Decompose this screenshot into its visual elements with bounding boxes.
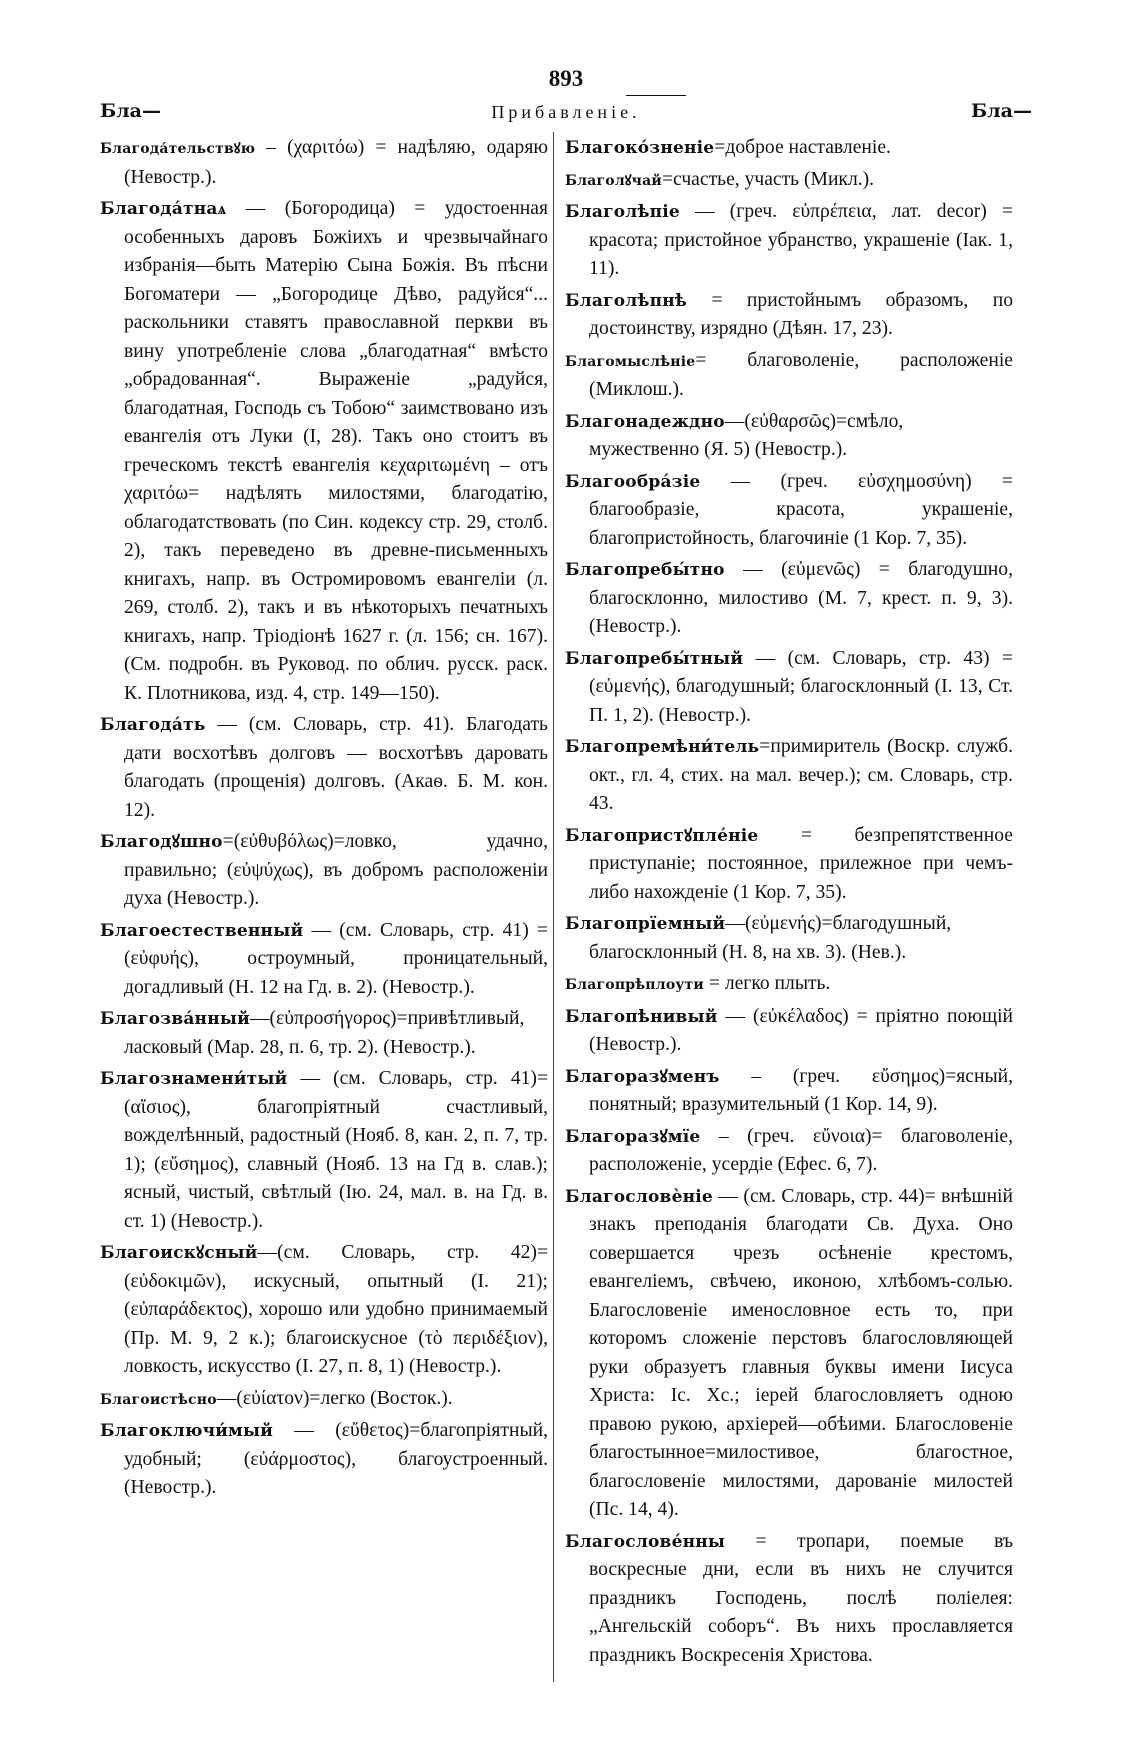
running-head-right: Бла—	[971, 100, 1032, 122]
entry-text: —(εὐμενής)=благодушный, благосклонный (Н. 8, на хв. 3). (Нев.).	[589, 913, 952, 963]
entry-text: =(εὐθυβόλως)=ловко, удачно, правильно; (εὐψύχως), въ добромъ расположеніи духа (Невостр.).	[124, 831, 548, 909]
entry-text: =доброе наставленіе.	[714, 137, 891, 158]
entry-headword: Благолѣпнѣ	[565, 290, 688, 311]
right-column	[565, 134, 1013, 1673]
dictionary-entry	[100, 1417, 548, 1503]
dictionary-entry	[565, 910, 1013, 967]
entry-text: =примиритель (Воскр. служб. окт., гл. 4, стих. на мал. вечер.); см. Словарь, стр. 43.	[589, 736, 1013, 814]
entry-headword: Благопрѣплоути	[565, 977, 704, 993]
entry-text: — (см. Словарь, стр. 43) = (εὐμενής), благодушный; благосклонный (І. 13, Ст. П. 1, 2). (Невостр.).	[589, 647, 1013, 726]
entry-text: = пристойнымъ образомъ, по достоинству, изрядно (Дѣян. 17, 23).	[589, 289, 1013, 339]
entry-headword: Благоключи́мый	[100, 1421, 274, 1441]
entry-headword: Благопрїемный	[565, 914, 726, 934]
entry-text: = тропари, поемые въ воскресные дни, если въ нихъ не случится праздникъ Господень, послѣ поліелея: „Ангельскій соборъ“. Въ нихъ прославляется праздникъ Воскресенія Христова.	[589, 1530, 1013, 1666]
entry-headword: Благозва́нный	[100, 1009, 250, 1029]
dictionary-entry	[565, 1123, 1013, 1180]
entry-text: — (см. Словарь, стр. 41)=(αἴσιος), благопріятный счастливый, вожделѣнный, радостный (Нояб. 8, кан. 2, п. 7, тр. 1); (εὔσημος), славный (Нояб. 13 на Гд в. слав.); ясный, чистый, свѣтлый (Ію. 24, мал. в. на Гд. в. ст. 1) (Невостр.).	[124, 1068, 548, 1232]
entry-text: — (см. Словарь, стр. 44)= внѣшній знакъ преподанія благодати Св. Духа. Оно совершается чрезъ осѣненіе крестомъ, евангеліемъ, свѣчею, иконою, хлѣбомъ-солью. Благословеніе именословное есть то, при которомъ сложеніе перстовъ благословляющей руки образуетъ главныя буквы имени Іисуса Христа: Іс. Хс.; іерей благословляетъ одною правою рукою, архіерей—обѣими. Благословеніе благостынное=милостивое, благостное, благословеніе милостями, дарованіе милостей (Пс. 14, 4).	[589, 1185, 1013, 1520]
entry-headword: Благоразꙋмїе	[565, 1126, 701, 1147]
entry-headword: Благословѐніе	[565, 1186, 713, 1207]
dictionary-entry	[100, 711, 548, 825]
entry-text: — (греч. εὐσχημοσύνη) = благообразіе, красота, украшеніе, благопристойность, благочиніе (1 Кор. 7, 35).	[589, 470, 1013, 549]
dictionary-entry	[100, 1239, 548, 1382]
entry-text: — (Богородица) = удостоенная особенныхъ даровъ Божіихъ и чрезвычайнаго избранія—быть Матерію Сына Божія. Въ пѣсни Богоматери — „Богородице Дѣво, радуйся“... раскольники ставятъ православной перкви въ вину употребленіе слова „благодатная“ вмѣсто „обрадованная“. Выраженіе „радуйся, благодатная, Господь съ Тобою“ заимствовано изъ евангелія отъ Луки (I, 28). Такъ оно стоитъ въ греческомъ текстѣ евангелія κεχαριτωμένη – отъ χαριτόω= надѣлять милостями, благодатію, облагодатствовать (по Син. кодексу стр. 29, столб. 2), такъ переведено въ древне-письменныхъ книгахъ, напр. въ Остромировомъ евангеліи (л. 269, столб. 2), такъ и въ нѣкоторыхъ печатныхъ книгахъ, напр. Тріодіонѣ 1627 г. (л. 156; сн. 167). (См. подробн. въ Руковод. по облич. русск. раск. К. Плотникова, изд. 4, стр. 149—150).	[124, 198, 548, 704]
running-head-center: Прибавленіе.	[491, 102, 641, 122]
entry-headword: Благодꙋшно	[100, 832, 223, 852]
entry-headword: Благолꙋчай	[565, 172, 662, 189]
entry-text: — (см. Словарь, стр. 41) = (εὐφυής), остроумный, проницательный, догадливый (Н. 12 на Гд. в. 2). (Невостр.).	[124, 919, 548, 998]
dictionary-entry	[565, 198, 1013, 284]
entry-headword: Благоистѣсно	[100, 1391, 217, 1408]
dictionary-entry	[565, 134, 1013, 163]
left-column	[100, 134, 548, 1506]
dictionary-entry	[565, 1003, 1013, 1060]
dictionary-entry	[565, 347, 1013, 405]
column-divider	[553, 132, 554, 1682]
entry-text: – (греч. εὔσημος)=ясный, понятный; вразумительный (1 Кор. 14, 9).	[589, 1065, 1013, 1115]
entry-text: —(εὐίατον)=легко (Восток.).	[216, 1387, 453, 1409]
entry-headword: Благода́тнаѧ	[100, 199, 227, 219]
entry-headword: Благознамени́тый	[100, 1069, 288, 1089]
dictionary-entry	[565, 408, 1013, 465]
dictionary-entry	[565, 287, 1013, 344]
dictionary-entry	[565, 645, 1013, 731]
entry-text: = благоволеніе, расположеніе (Миклош.).	[589, 349, 1013, 400]
entry-text: – (χαριτόω) = надѣляю, одаряю (Невостр.).	[124, 137, 548, 188]
page-number: 893	[548, 66, 584, 91]
dictionary-entry	[100, 134, 548, 192]
dictionary-entry	[565, 733, 1013, 819]
dictionary-entry	[565, 468, 1013, 554]
entry-headword: Благонадеждно	[565, 411, 725, 432]
entry-text: = легко плыть.	[703, 973, 831, 994]
entry-headword: Благослове́нны	[565, 1531, 726, 1552]
entry-headword: Благода́тельствꙋю	[100, 141, 256, 157]
dictionary-entry	[100, 1385, 548, 1415]
entry-headword: Благопремѣни́тель	[565, 737, 760, 757]
dictionary-entry	[565, 1183, 1013, 1525]
entry-headword: Благолѣпіе	[565, 202, 680, 222]
entry-headword: Благоразꙋменъ	[565, 1066, 720, 1087]
entry-headword: Благода́ть	[100, 715, 206, 735]
entry-headword: Благоискꙋсный	[100, 1243, 258, 1263]
dictionary-entry	[100, 828, 548, 914]
entry-text: — (εὔθετος)=благопріятный, удобный; (εὐάρμοστος), благоустроенный. (Невостр.).	[124, 1420, 548, 1498]
entry-headword: Благопребы́тный	[565, 648, 744, 669]
entry-text: — (εὐκέλαδος) = пріятно поющій (Невостр.).	[589, 1005, 1013, 1055]
entry-headword: Благоестественный	[100, 920, 304, 941]
page-header	[100, 66, 1032, 126]
entry-headword: Благоко́зненіе	[565, 138, 715, 158]
dictionary-entry	[565, 1063, 1013, 1120]
entry-text: —(εὐπροσήγορος)=привѣтливый, ласковый (Мар. 28, п. 6, тр. 2). (Невостр.).	[124, 1008, 525, 1058]
page-number-rule	[626, 95, 686, 96]
dictionary-entry	[565, 970, 1013, 1000]
dictionary-entry	[100, 917, 548, 1003]
dictionary-entry	[565, 166, 1013, 196]
running-head-left: Бла—	[100, 100, 161, 122]
entry-text: =счастье, участь (Микл.).	[661, 168, 875, 190]
entry-headword: Благомыслѣніе	[565, 353, 696, 370]
dictionary-entry	[100, 1005, 548, 1062]
entry-text: — (см. Словарь, стр. 41). Благодать дати восхотѣвъ долговъ — восхотѣвъ даровать благодать (прощенія) долговъ. (Акаѳ. Б. М. кон. 12).	[124, 714, 548, 821]
entry-headword: Благопристꙋпле́ніе	[565, 825, 759, 846]
entry-headword: Благопѣнивый	[565, 1006, 718, 1027]
entry-text: – (греч. εὔνοια)= благоволеніе, расположеніе, усердіе (Ефес. 6, 7).	[589, 1125, 1013, 1175]
entry-headword: Благообра́зіе	[565, 471, 701, 492]
dictionary-entry	[565, 1528, 1013, 1671]
dictionary-entry	[100, 195, 548, 708]
entry-text: = безпрепятственное приступаніе; постоянное, прилежное при чемъ-либо нахожденіе (1 Кор. 7, 35).	[589, 824, 1013, 903]
entry-text: —(εὐθαρσῶς)=смѣло, мужественно (Я. 5) (Невостр.).	[589, 410, 904, 460]
entry-text: — (εὐμενῶς) = благодушно, благосклонно, милостиво (М. 7, крест. п. 9, 3). (Невостр.).	[589, 559, 1013, 637]
dictionary-entry	[565, 556, 1013, 642]
entry-headword: Благопребы́тно	[565, 560, 725, 580]
entry-text: — (греч. εὐπρέπεια, лат. decor) = красота; пристойное убранство, украшеніе (Іак. 1, 11).	[589, 201, 1013, 279]
dictionary-entry	[100, 1065, 548, 1236]
dictionary-entry	[565, 822, 1013, 908]
entry-text: —(см. Словарь, стр. 42)= (εὐδοκιμῶν), искусный, опытный (I. 21); (εὐπαράδεκτος), хорошо или удобно принимаемый (Пр. М. 9, 2 к.); благоискусное (τὸ περιδέξιον), ловкость, искусство (I. 27, п. 8, 1) (Невостр.).	[124, 1242, 548, 1377]
